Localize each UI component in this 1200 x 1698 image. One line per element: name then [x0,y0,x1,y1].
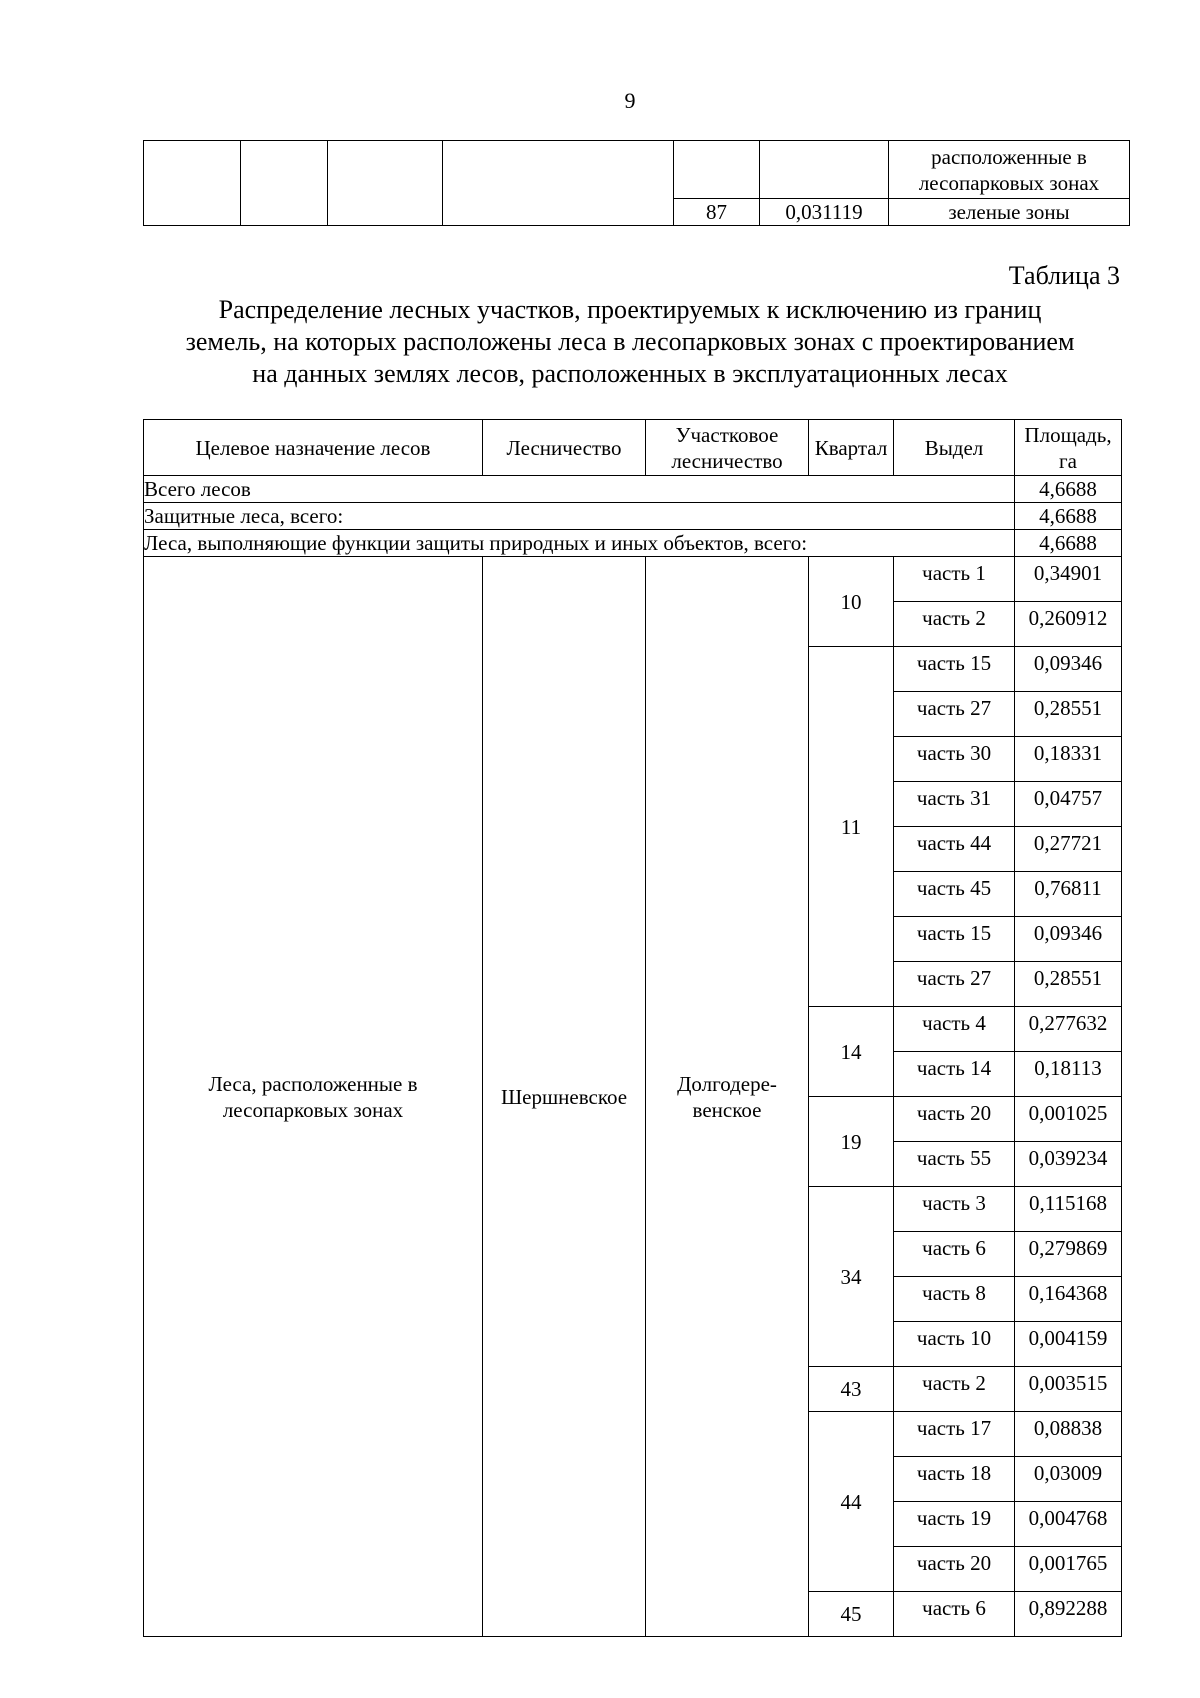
vydel-cell: часть 2 [894,602,1015,647]
vydel-cell: часть 18 [894,1457,1015,1502]
kvartal-cell: 45 [809,1592,894,1637]
vydel-cell: часть 20 [894,1097,1015,1142]
cell-line: Леса, расположенные в [208,1071,418,1096]
vydel-cell: часть 55 [894,1142,1015,1187]
title-line: на данных землях лесов, расположенных в эксплуатационных лесах [252,359,1008,388]
description-line: лесопарковых зонах [918,170,1100,195]
district-cell [646,557,809,1637]
vydel-cell: часть 3 [894,1187,1015,1232]
area-cell: 0,04757 [1015,782,1122,827]
summary-label: Всего лесов [144,476,1015,503]
kvartal-cell: 14 [809,1007,894,1097]
header-purpose: Целевое назначение лесов [144,420,483,476]
vydel-cell: часть 44 [894,827,1015,872]
area-cell: 0,34901 [1015,557,1122,602]
area-cell: 0,277632 [1015,1007,1122,1052]
area-cell: 0,09346 [1015,647,1122,692]
area-cell: 0,260912 [1015,602,1122,647]
kvartal-cell: 19 [809,1097,894,1187]
cell-line: лесопарковых зонах [222,1097,404,1122]
empty-cell [241,141,328,226]
empty-cell [328,141,443,226]
purpose-cell [144,557,483,1637]
vydel-cell: часть 31 [894,782,1015,827]
vydel-cell: часть 17 [894,1412,1015,1457]
vydel-cell: часть 6 [894,1232,1015,1277]
area-cell: 0,76811 [1015,872,1122,917]
table-label: Таблица 3 [1008,261,1120,290]
area-cell: 0,164368 [1015,1277,1122,1322]
kvartal-cell: 43 [809,1367,894,1412]
table-title [130,294,1130,390]
summary-value: 4,6688 [1015,476,1122,503]
header-forestry: Лесничество [483,420,646,476]
header-district [646,420,809,476]
vydel-cell: часть 45 [894,872,1015,917]
vydel-cell: часть 27 [894,692,1015,737]
page-number: 9 [624,88,636,113]
header-row [144,420,1122,476]
table-row [144,141,1130,199]
empty-cell [443,141,674,226]
area-cell: 0,004768 [1015,1502,1122,1547]
area-cell: 0,003515 [1015,1367,1122,1412]
header-line: лесничество [671,448,783,473]
area-cell: 0,03009 [1015,1457,1122,1502]
vydel-cell: часть 8 [894,1277,1015,1322]
header-line: Площадь, [1024,422,1112,447]
description-line: расположенные в [931,144,1087,169]
area-cell: 0,001765 [1015,1547,1122,1592]
title-line: земель, на которых расположены леса в лесопарковых зонах с проектированием [185,327,1075,356]
area-cell: 0,031119 [760,199,889,226]
summary-row [144,530,1122,557]
summary-value: 4,6688 [1015,530,1122,557]
area-cell: 0,09346 [1015,917,1122,962]
vydel-cell: часть 6 [894,1592,1015,1637]
area-cell: 0,28551 [1015,692,1122,737]
area-cell: 0,892288 [1015,1592,1122,1637]
vydel-cell: часть 19 [894,1502,1015,1547]
table-row [144,557,1122,602]
forestry-cell: Шершневское [483,557,646,1637]
area-cell: 0,18113 [1015,1052,1122,1097]
area-cell: 0,279869 [1015,1232,1122,1277]
vydel-cell: часть 15 [894,917,1015,962]
summary-label: Защитные леса, всего: [144,503,1015,530]
area-cell: 0,28551 [1015,962,1122,1007]
vydel-cell: часть 10 [894,1322,1015,1367]
vydel-cell: часть 2 [894,1367,1015,1412]
vydel-cell: часть 1 [894,557,1015,602]
summary-row [144,476,1122,503]
header-vydel: Выдел [894,420,1015,476]
kvartal-cell: 87 [674,199,760,226]
summary-value: 4,6688 [1015,503,1122,530]
empty-cell [760,141,889,199]
empty-cell [674,141,760,199]
area-cell: 0,004159 [1015,1322,1122,1367]
title-line: Распределение лесных участков, проектируемых к исключению из границ [218,295,1042,324]
summary-label: Леса, выполняющие функции защиты природных и иных объектов, всего: [144,530,1015,557]
header-line: га [1059,448,1077,473]
cell-line: Долгодере- [677,1071,777,1096]
area-cell: 0,27721 [1015,827,1122,872]
area-cell: 0,115168 [1015,1187,1122,1232]
continuation-table [143,140,1130,226]
description-cell [889,141,1130,199]
vydel-cell: часть 14 [894,1052,1015,1097]
distribution-table [143,419,1122,1637]
kvartal-cell: 34 [809,1187,894,1367]
kvartal-cell: 11 [809,647,894,1007]
area-cell: 0,001025 [1015,1097,1122,1142]
vydel-cell: часть 20 [894,1547,1015,1592]
area-cell: 0,039234 [1015,1142,1122,1187]
vydel-cell: часть 4 [894,1007,1015,1052]
header-area [1015,420,1122,476]
area-cell: 0,08838 [1015,1412,1122,1457]
kvartal-cell: 10 [809,557,894,647]
vydel-cell: часть 30 [894,737,1015,782]
empty-cell [144,141,241,226]
area-cell: 0,18331 [1015,737,1122,782]
header-line: Участковое [675,422,779,447]
summary-row [144,503,1122,530]
kvartal-cell: 44 [809,1412,894,1592]
vydel-cell: часть 15 [894,647,1015,692]
description-cell: зеленые зоны [889,199,1130,226]
vydel-cell: часть 27 [894,962,1015,1007]
header-kvartal: Квартал [809,420,894,476]
cell-line: венское [692,1097,762,1122]
